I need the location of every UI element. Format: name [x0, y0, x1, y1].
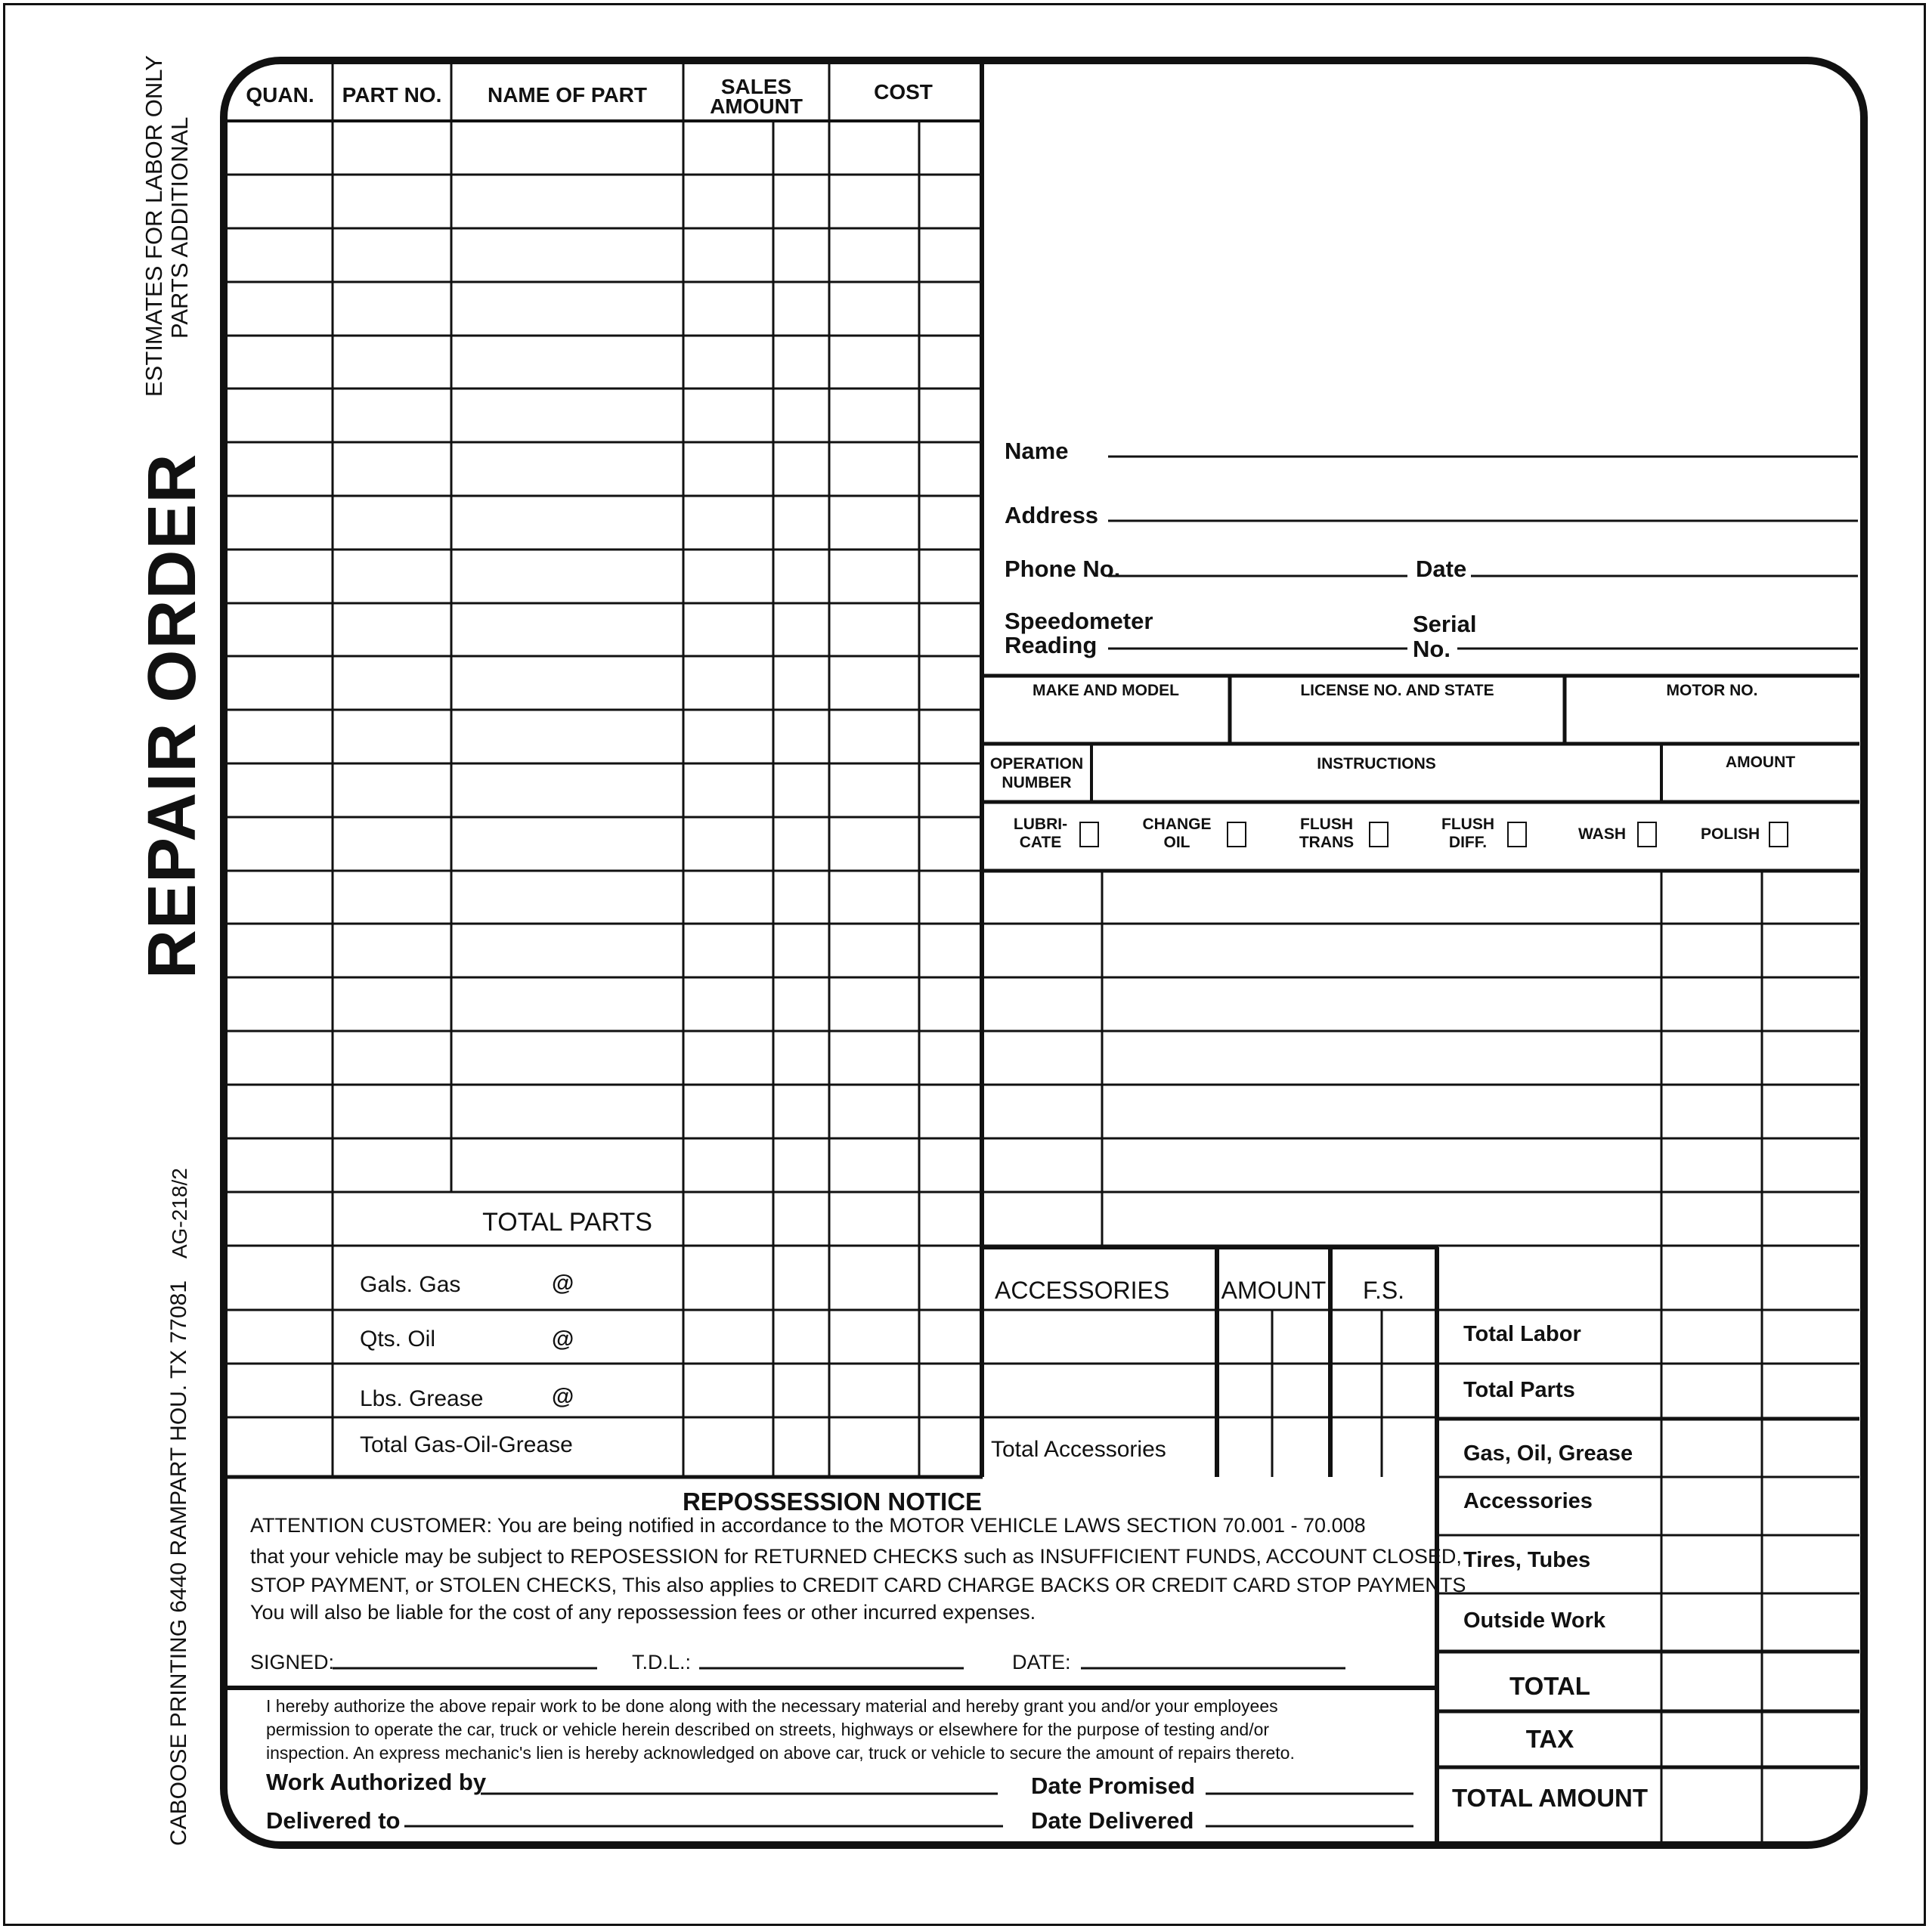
license-label: LICENSE NO. AND STATE — [1300, 682, 1494, 699]
accessories-title: ACCESSORIES — [995, 1277, 1170, 1304]
repossession-line4: You will also be liable for the cost of any repossession fees or other incurred expenses. — [250, 1601, 1036, 1624]
flush-trans-checkbox[interactable] — [1369, 822, 1389, 847]
tdl-label: T.D.L.: — [632, 1651, 692, 1673]
name-label: Name — [1005, 438, 1069, 464]
printer-imprint: CABOOSE PRINTING 6440 RAMPART HOU. TX 77081 — [166, 1280, 191, 1846]
polish-label: POLISH — [1701, 825, 1760, 843]
header-cost: COST — [874, 80, 933, 104]
wash-checkbox[interactable] — [1637, 822, 1657, 847]
total-gas-oil-grease-label: Total Gas-Oil-Grease — [360, 1432, 573, 1457]
change-oil-label-line1: CHANGE — [1142, 816, 1212, 833]
flush-diff-label-line2: DIFF. — [1448, 834, 1488, 851]
instructions-label: INSTRUCTIONS — [1317, 755, 1436, 772]
total-amount-label: TOTAL AMOUNT — [1451, 1784, 1649, 1812]
date-label: Date — [1416, 556, 1467, 582]
total-label: TOTAL — [1509, 1672, 1590, 1700]
operation-label-line2: NUMBER — [1002, 774, 1072, 791]
total-labor-label: Total Labor — [1463, 1322, 1581, 1346]
date-delivered-label: Date Delivered — [1031, 1807, 1194, 1834]
lubricate-label-line2: CATE — [1019, 834, 1062, 851]
header-part-no: PART NO. — [342, 83, 442, 107]
motor-no-label: MOTOR NO. — [1666, 682, 1758, 699]
signed-label: SIGNED: — [250, 1651, 335, 1673]
repossession-line2: that your vehicle may be subject to REPOSESSION for RETURNED CHECKS such as INSUFFICIENT FUNDS, ACCOUNT CLOSED, — [250, 1545, 1462, 1568]
repossession-date-label: DATE: — [1012, 1651, 1071, 1673]
lubricate-label-line1: LUBRI- — [1013, 816, 1068, 833]
delivered-to-label: Delivered to — [266, 1807, 401, 1834]
lbs-grease-at: @ — [552, 1384, 574, 1409]
gals-gas-label: Gals. Gas — [360, 1272, 461, 1297]
header-sales-line1: SALES — [720, 75, 792, 98]
authorization-line3: inspection. An express mechanic's lien is hereby acknowledged on above car, truck or vehicle to secure the amount of repairs thereto. — [266, 1743, 1295, 1763]
outside-work-label: Outside Work — [1463, 1608, 1605, 1633]
repossession-line1: ATTENTION CUSTOMER: You are being notified in accordance to the MOTOR VEHICLE LAWS SECTION 70.001 - 70.008 — [250, 1514, 1366, 1537]
accessories-summary-label: Accessories — [1463, 1489, 1593, 1513]
operation-label-line1: OPERATION — [989, 755, 1084, 772]
change-oil-checkbox[interactable] — [1227, 822, 1246, 847]
qts-oil-label: Qts. Oil — [360, 1327, 436, 1351]
header-sales-line2: AMOUNT — [710, 94, 803, 118]
estimates-note-line2: PARTS ADDITIONAL — [166, 116, 193, 339]
estimates-note-line1: ESTIMATES FOR LABOR ONLY — [141, 55, 167, 397]
form-title: REPAIR ORDER — [135, 453, 210, 979]
header-name-of-part: NAME OF PART — [487, 83, 648, 107]
phone-label: Phone No. — [1005, 556, 1121, 582]
accessories-fs-label: F.S. — [1362, 1277, 1405, 1304]
date-promised-label: Date Promised — [1031, 1773, 1196, 1799]
polish-checkbox[interactable] — [1769, 822, 1788, 847]
total-parts-label: TOTAL PARTS — [482, 1208, 652, 1237]
flush-diff-label-line1: FLUSH — [1441, 816, 1494, 833]
serial-label-line2: No. — [1413, 636, 1451, 662]
total-accessories-label: Total Accessories — [991, 1437, 1166, 1462]
tax-label: TAX — [1525, 1725, 1574, 1753]
labor-amount-label: AMOUNT — [1725, 754, 1796, 771]
flush-diff-checkbox[interactable] — [1507, 822, 1527, 847]
qts-oil-at: @ — [552, 1327, 574, 1351]
repossession-title: REPOSSESSION NOTICE — [682, 1488, 983, 1516]
authorization-line1: I hereby authorize the above repair work to be done along with the necessary material and hereby grant you and/or your employees — [266, 1696, 1278, 1716]
gas-oil-grease-summary-label: Gas, Oil, Grease — [1463, 1441, 1633, 1466]
form-code: AG-218/2 — [168, 1168, 191, 1259]
total-parts-summary-label: Total Parts — [1463, 1378, 1575, 1402]
wash-label: WASH — [1578, 825, 1626, 843]
work-authorized-label: Work Authorized by — [266, 1769, 487, 1795]
header-quan: QUAN. — [246, 83, 314, 107]
speedometer-label-line1: Speedometer — [1005, 608, 1153, 634]
gals-gas-at: @ — [552, 1271, 574, 1296]
authorization-line2: permission to operate the car, truck or vehicle herein described on streets, highways or elsewhere for the purpose of testing and/or — [266, 1720, 1270, 1739]
speedometer-label-line2: Reading — [1005, 632, 1098, 658]
make-model-label: MAKE AND MODEL — [1032, 682, 1180, 699]
accessories-amount-label: AMOUNT — [1221, 1277, 1327, 1304]
flush-trans-label-line1: FLUSH — [1300, 816, 1353, 833]
repossession-line3: STOP PAYMENT, or STOLEN CHECKS, This also applies to CREDIT CARD CHARGE BACKS OR CREDIT CARD STOP PAYMENTS — [250, 1574, 1466, 1596]
lbs-grease-label: Lbs. Grease — [360, 1386, 484, 1411]
lubricate-checkbox[interactable] — [1079, 822, 1099, 847]
change-oil-label-line2: OIL — [1163, 834, 1190, 851]
tires-tubes-label: Tires, Tubes — [1463, 1548, 1591, 1572]
flush-trans-label-line2: TRANS — [1299, 834, 1355, 851]
address-label: Address — [1005, 502, 1099, 528]
serial-label-line1: Serial — [1413, 611, 1477, 637]
